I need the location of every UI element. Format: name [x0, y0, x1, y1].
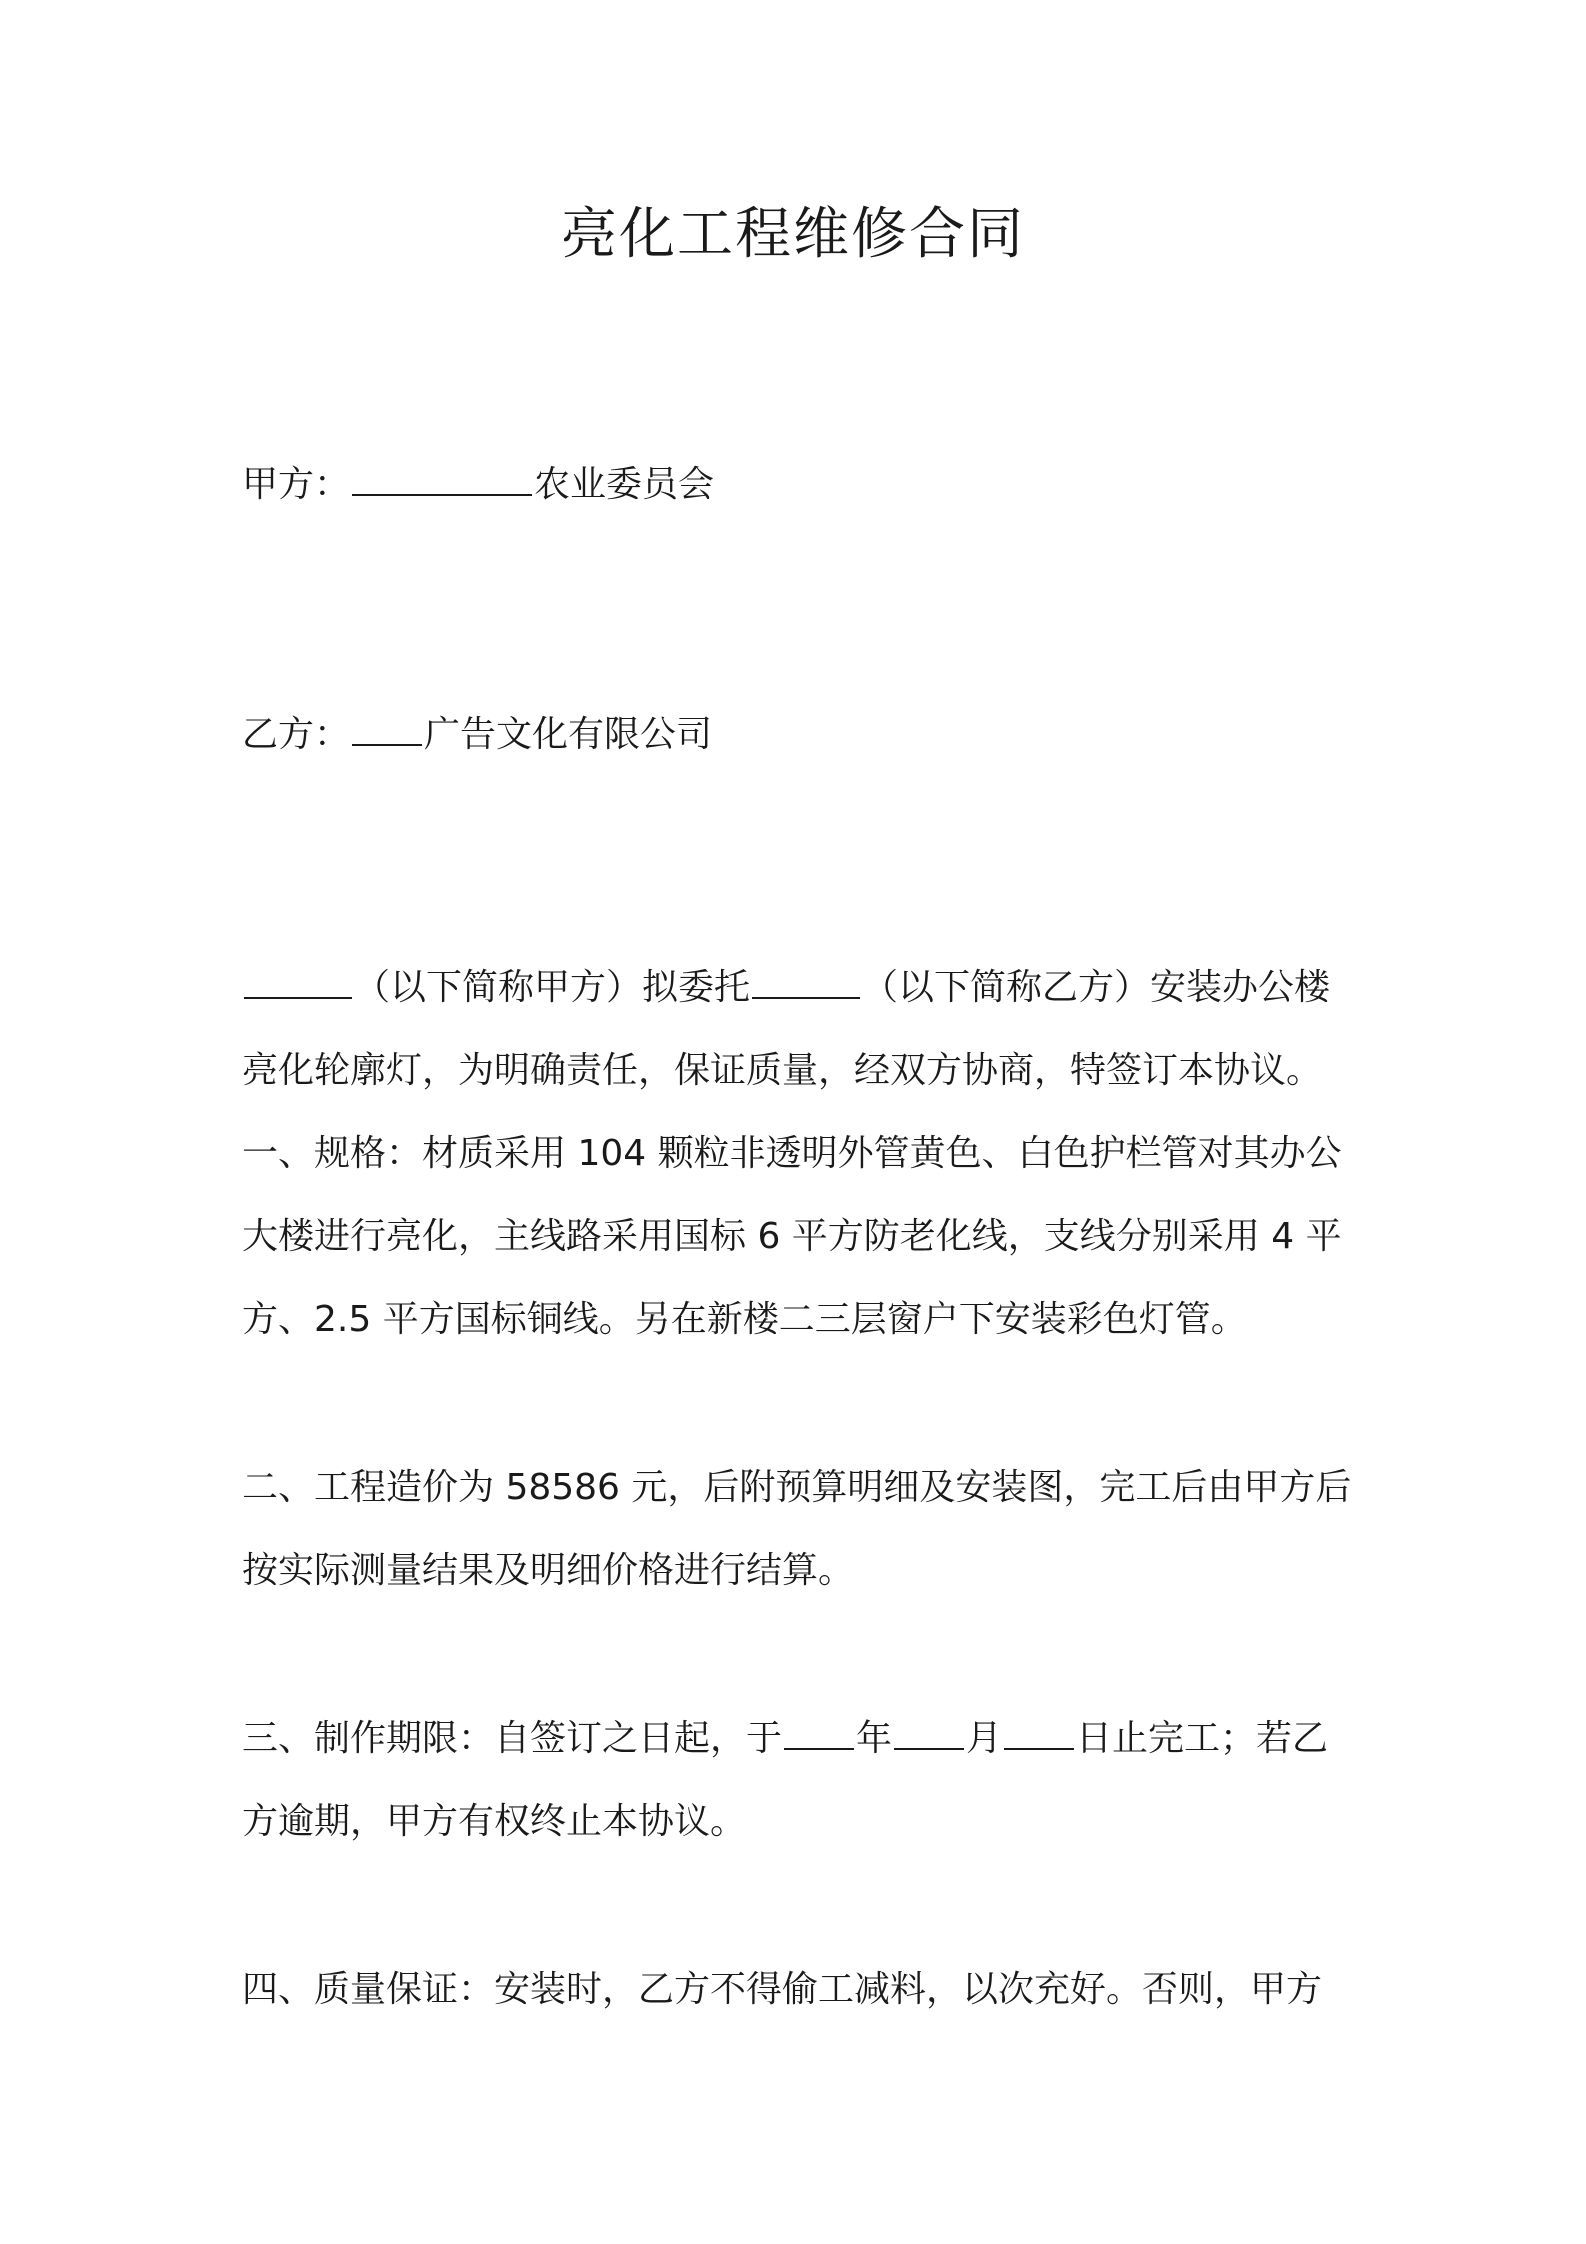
clause-4-line-1: 四、质量保证：安装时，乙方不得偷工减料，以次充好。否则，甲方 [242, 1969, 1323, 2010]
party-a-label: 甲方： [242, 464, 351, 505]
intro-line-2: 亮化轮廓灯，为明确责任，保证质量，经双方协商，特签订本协议。 [242, 1050, 1323, 1091]
intro-text-1a: （以下简称甲方）拟委托 [354, 967, 751, 1008]
clause-3-month-label: 月 [966, 1718, 1003, 1759]
clause-3-blank-year [784, 1716, 854, 1750]
clause-3-text-1a: 三、制作期限：自签订之日起，于 [242, 1718, 783, 1759]
clause-2-line-2: 按实际测量结果及明细价格进行结算。 [242, 1550, 855, 1591]
document-title: 亮化工程维修合同 [561, 202, 1025, 267]
clause-3-line-1 [242, 1714, 1352, 1764]
intro-line-1 [242, 963, 1352, 1013]
party-b-name: 广告文化有限公司 [424, 714, 713, 755]
intro-blank-party-a [244, 965, 352, 999]
clause-2-line-1: 二、工程造价为 58586 元，后附预算明细及安装图，完工后由甲方后 [242, 1467, 1352, 1508]
clause-1-line-2: 大楼进行亮化，主线路采用国标 6 平方防老化线，支线分别采用 4 平 [242, 1216, 1342, 1257]
intro-blank-party-b [752, 965, 860, 999]
party-b-line [242, 710, 1352, 760]
clause-3-text-1b: 日止完工；若乙 [1076, 1718, 1329, 1759]
clause-1-line-1: 一、规格：材质采用 104 颗粒非透明外管黄色、白色护栏管对其办公 [242, 1133, 1342, 1174]
clause-3-blank-day [1004, 1716, 1074, 1750]
intro-text-1b: （以下简称乙方）安装办公楼 [862, 967, 1331, 1008]
party-a-line [242, 460, 1352, 510]
party-b-label: 乙方： [242, 714, 351, 755]
party-a-name: 农业委员会 [534, 464, 715, 505]
party-a-blank [352, 462, 532, 496]
clause-3-line-2: 方逾期，甲方有权终止本协议。 [242, 1801, 747, 1842]
clause-3-year-label: 年 [856, 1718, 893, 1759]
clause-3-blank-month [894, 1716, 964, 1750]
party-b-blank [352, 712, 422, 746]
clause-1-line-3: 方、2.5 平方国标铜线。另在新楼二三层窗户下安装彩色灯管。 [242, 1299, 1247, 1340]
